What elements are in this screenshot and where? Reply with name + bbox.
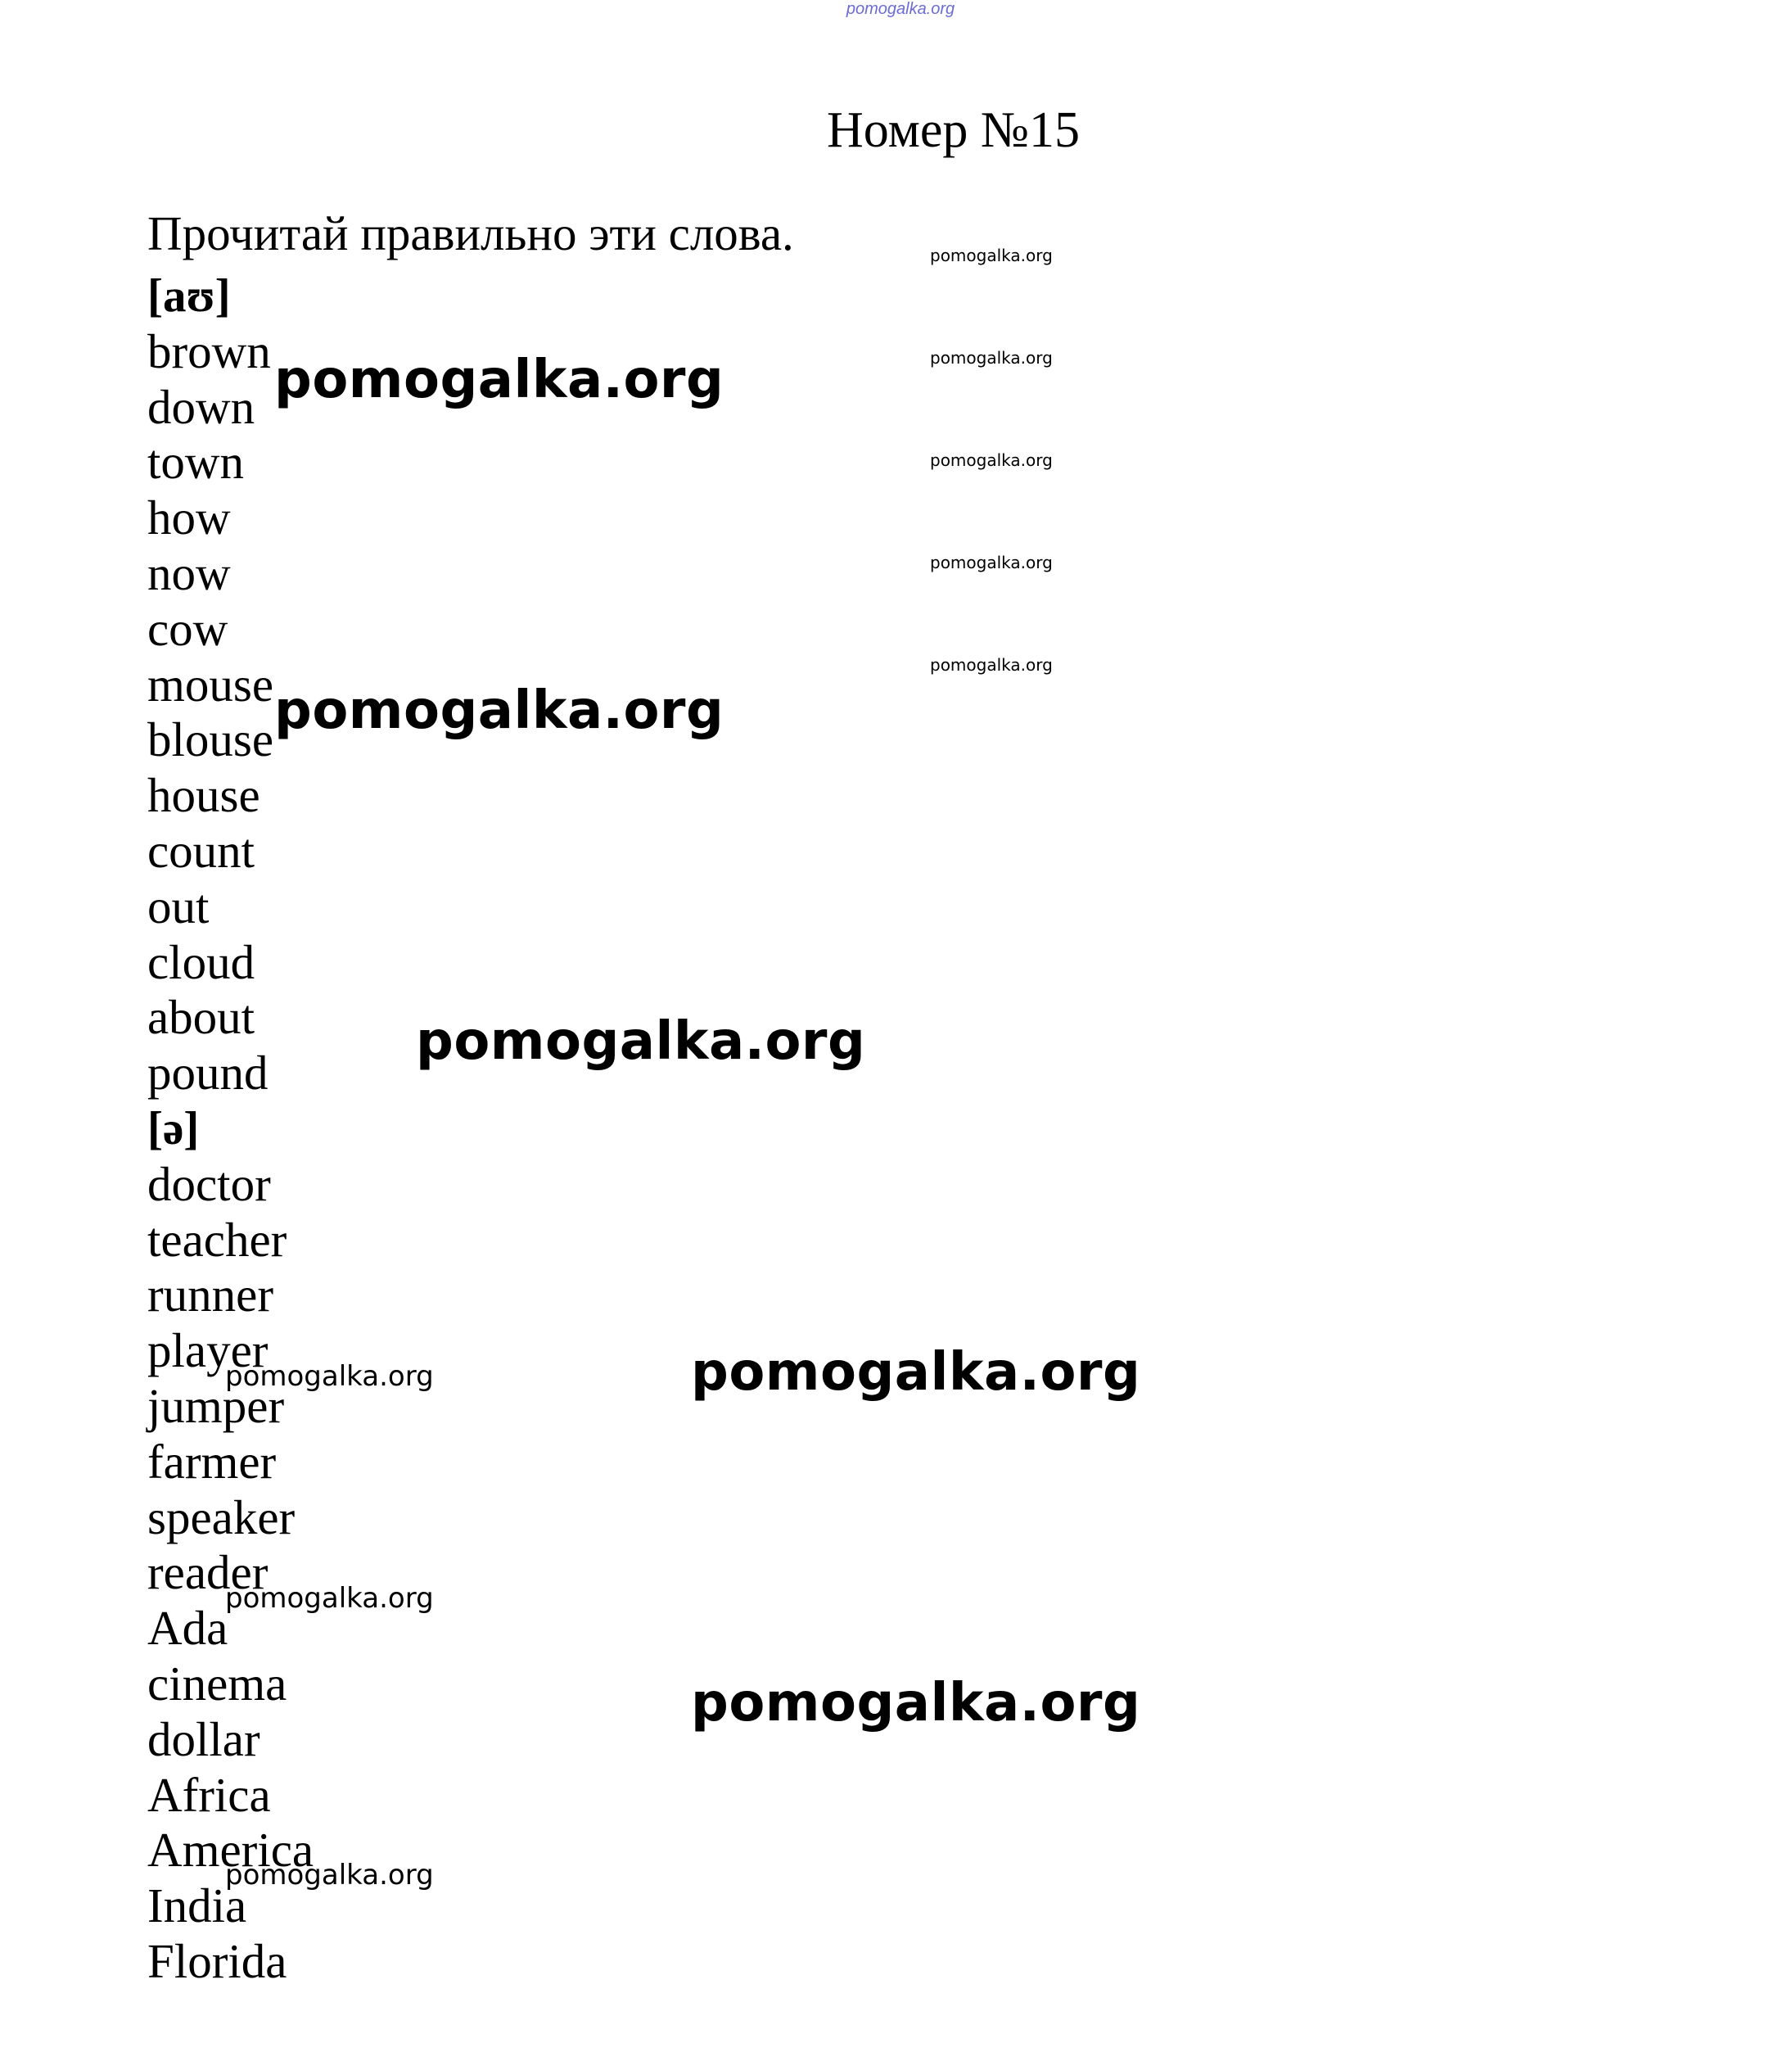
word-item: Florida [147,1933,287,1988]
word-item: Ada [147,1601,228,1656]
word-item: runner [147,1268,273,1322]
word-item: mouse [147,657,274,712]
word-item: India [147,1878,247,1933]
word-item: jumper [147,1378,285,1433]
watermark-large: pomogalka.org [691,1673,1141,1733]
word-item: cow [147,601,228,656]
word-item: pound [147,1046,269,1101]
watermark-large: pomogalka.org [274,350,724,410]
word-item: town [147,435,244,490]
watermark-medium: pomogalka.org [225,1360,434,1393]
watermark-small: pomogalka.org [930,348,1053,368]
top-watermark: pomogalka.org [846,0,955,18]
word-item: now [147,545,231,600]
word-item: farmer [147,1434,277,1489]
word-item: house [147,768,260,823]
phonetic-heading-schwa: [ə] [147,1102,200,1155]
page-title: Номер №15 [827,102,1081,158]
word-item: count [147,823,255,878]
word-item: speaker [147,1489,296,1544]
word-item: reader [147,1545,269,1600]
watermark-small: pomogalka.org [930,246,1053,265]
watermark-small: pomogalka.org [930,450,1053,470]
word-item: blouse [147,712,274,767]
word-item: America [147,1823,314,1878]
watermark-large: pomogalka.org [416,1011,866,1072]
word-item: player [147,1323,269,1378]
watermark-large: pomogalka.org [274,680,724,741]
instruction-text: Прочитай правильно эти слова. [147,206,794,260]
word-item: teacher [147,1212,287,1267]
watermark-large: pomogalka.org [691,1342,1141,1403]
word-item: Africa [147,1767,271,1822]
word-item: cinema [147,1656,287,1711]
word-item: cloud [147,934,255,989]
word-list [147,269,314,1990]
word-item: dollar [147,1711,260,1766]
word-item: out [147,879,210,933]
word-item: down [147,379,255,434]
watermark-small: pomogalka.org [930,553,1053,572]
watermark-small: pomogalka.org [930,655,1053,675]
phonetic-heading-au: [aʊ] [147,270,231,322]
watermark-medium: pomogalka.org [225,1582,434,1615]
word-item: doctor [147,1156,271,1211]
word-item: brown [147,323,271,378]
word-item: how [147,490,231,545]
watermark-medium: pomogalka.org [225,1859,434,1892]
word-item: about [147,990,255,1045]
